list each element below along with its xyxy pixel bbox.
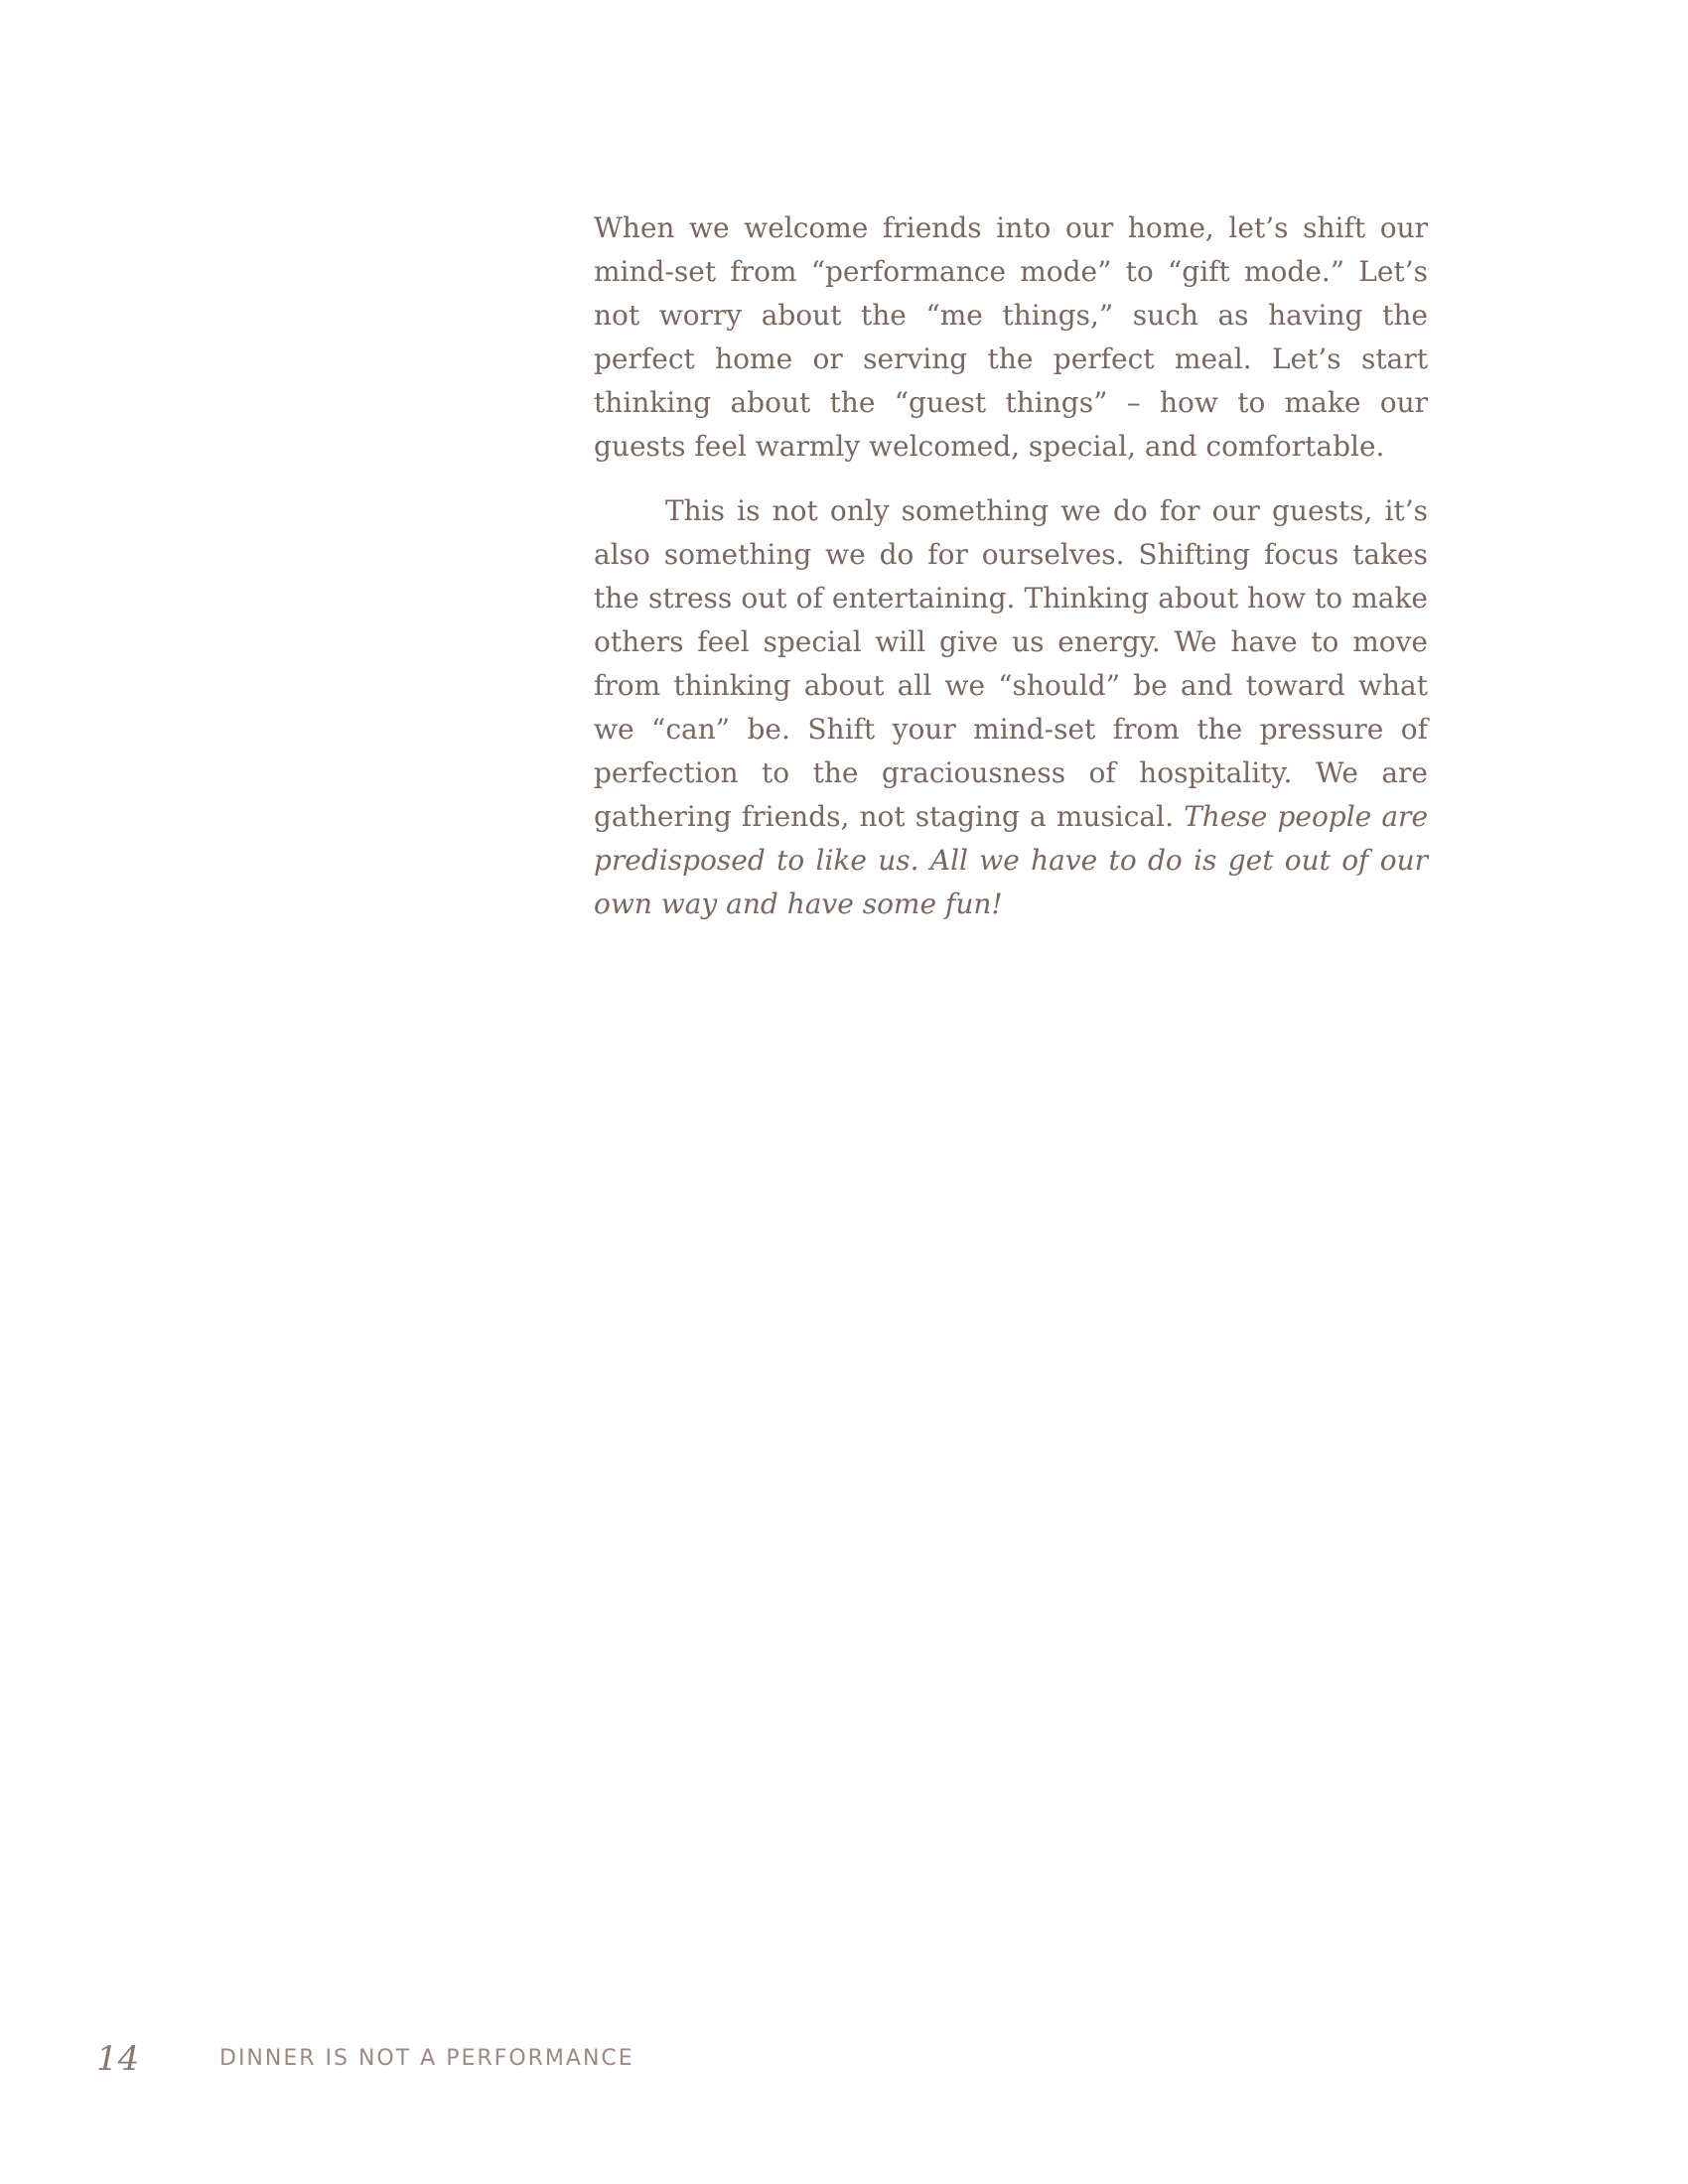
body-text — [594, 206, 1428, 926]
page-number: 14 — [96, 2039, 140, 2079]
paragraph — [594, 489, 1428, 926]
paragraph-text: This is not only something we do for our guests, it’s also something we do for ourselves. Shifting focus takes the stress out of entertaining. Thinking about how to make others feel special will give us energy. We have to move from thinking about all we “should” be and toward what we “can” be. Shift your mind-set from the pressure of perfection to the graciousness of hospitality. We are gathering friends, not staging a musical. — [594, 494, 1428, 833]
page-footer — [96, 2037, 791, 2087]
paragraph-italic-text: These people are predisposed to like us. All we have to do is get out of our own way and have some fun! — [594, 800, 1429, 920]
running-title: DINNER IS NOT A PERFORMANCE — [219, 2046, 634, 2071]
paragraph: When we welcome friends into our home, let’s shift our mind-set from “performance mode” to “gift mode.” Let’s not worry about the “me things,” such as having the perfect home or serving the perfect meal. Let’s start thinking about the “guest things” – how to make our guests feel warmly welcomed, special, and comfortable. — [594, 211, 1428, 463]
